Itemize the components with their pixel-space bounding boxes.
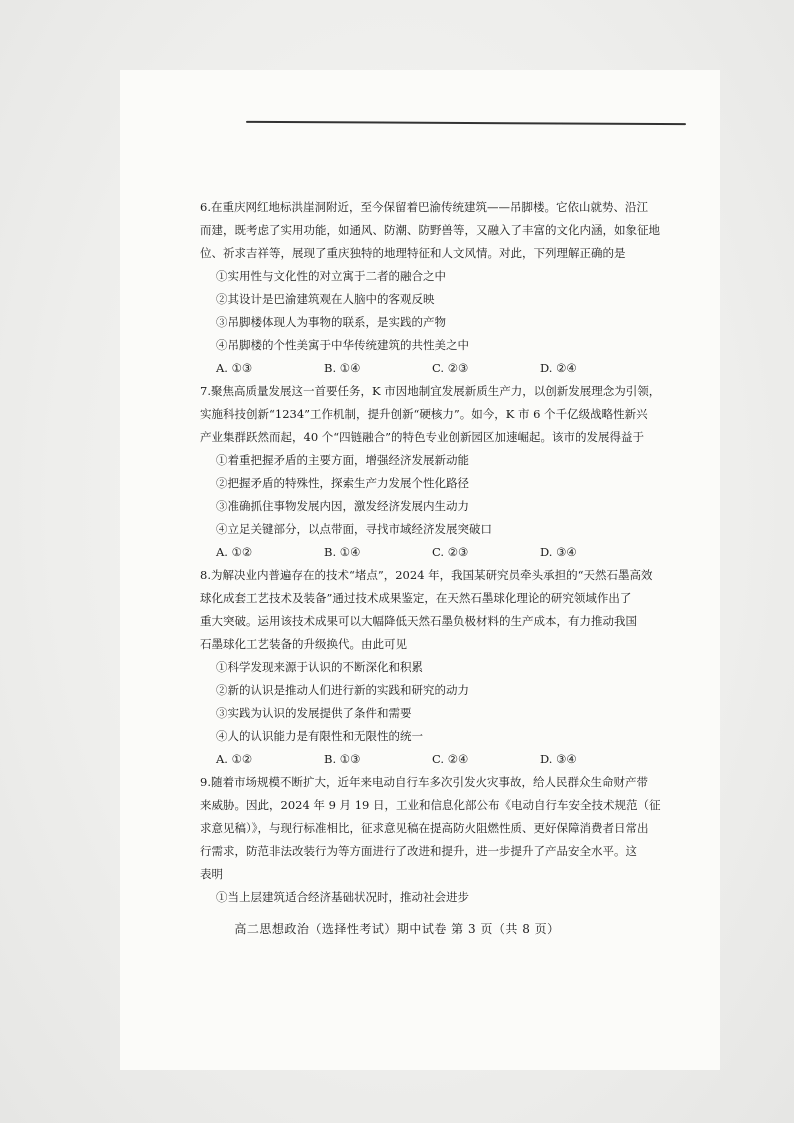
- choice-a: A. ①②: [216, 752, 253, 766]
- choice-b: B. ①④: [324, 361, 361, 375]
- question-6: [200, 196, 670, 380]
- answer-choices: [200, 541, 670, 564]
- statement: ④吊脚楼的个性美寓于中华传统建筑的共性美之中: [216, 338, 469, 352]
- statement: ①科学发现来源于认识的不断深化和积累: [216, 660, 423, 674]
- stem-line: 聚焦高质量发展这一首要任务，K 市因地制宜发展新质生产力，以创新发展理念为引领，: [210, 384, 661, 398]
- statement: ③吊脚楼体现人为事物的联系，是实践的产物: [216, 315, 446, 329]
- stem-line: 实施科技创新“1234”工作机制，提升创新“硬核力”。如今，K 市 6 个千亿级战略性新兴: [200, 407, 648, 421]
- question-number: 8.: [200, 568, 211, 582]
- question-list: [200, 196, 670, 909]
- statement: ④人的认识能力是有限性和无限性的统一: [216, 729, 423, 743]
- stem-line: 产业集群跃然而起，40 个“四链融合”的特色专业创新园区加速崛起。该市的发展得益于: [200, 430, 645, 444]
- stem-line: 石墨球化工艺装备的升级换代。由此可见: [200, 637, 407, 651]
- stem-line: 球化成套工艺技术及装备”通过技术成果鉴定，在天然石墨球化理论的研究领域作出了: [200, 591, 632, 605]
- stem-line: 为解决业内普遍存在的技术“堵点”，2024 年，我国某研究员牵头承担的“天然石墨高效: [210, 568, 653, 582]
- stem-line: 行需求，防范非法改装行为等方面进行了改进和提升，进一步提升了产品安全水平。这: [200, 844, 637, 858]
- stem-line: 位、祈求吉祥等，展现了重庆独特的地理特征和人文风情。对此，下列理解正确的是: [200, 246, 626, 260]
- stem-line: 重大突破。运用该技术成果可以大幅降低天然石墨负极材料的生产成本，有力推动我国: [200, 614, 637, 628]
- stem-line: 求意见稿）》，与现行标准相比，征求意见稿在提高防火阻燃性质、更好保障消费者日常出: [200, 821, 649, 835]
- statement: ①着重把握矛盾的主要方面，增强经济发展新动能: [216, 453, 469, 467]
- question-number: 7.: [200, 384, 211, 398]
- statement: ③准确抓住事物发展内因，激发经济发展内生动力: [216, 499, 469, 513]
- stem-line: 表明: [200, 867, 223, 881]
- choice-c: C. ②③: [432, 545, 469, 559]
- choice-b: B. ①④: [324, 545, 361, 559]
- statement: ②把握矛盾的特殊性，探索生产力发展个性化路径: [216, 476, 469, 490]
- choice-a: A. ①③: [216, 361, 253, 375]
- question-9: [200, 771, 670, 909]
- stem-line: 在重庆网红地标洪崖洞附近，至今保留着巴渝传统建筑——吊脚楼。它依山就势、沿江: [210, 200, 648, 214]
- statement: ①当上层建筑适合经济基础状况时，推动社会进步: [216, 890, 469, 904]
- question-7: [200, 380, 670, 564]
- choice-a: A. ①②: [216, 545, 253, 559]
- question-number: 9.: [200, 775, 211, 789]
- choice-c: C. ②③: [432, 361, 469, 375]
- statement: ①实用性与文化性的对立寓于二者的融合之中: [216, 269, 446, 283]
- answer-choices: [200, 357, 670, 380]
- stem-line: 而建，既考虑了实用功能，如通风、防潮、防野兽等，又融入了丰富的文化内涵，如象征地: [200, 223, 660, 237]
- page-footer: 高二思想政治（选择性考试）期中试卷 第 3 页（共 8 页）: [234, 922, 560, 936]
- choice-d: D. ③④: [540, 752, 577, 766]
- stem-line: 随着市场规模不断扩大，近年来电动自行车多次引发火灾事故，给人民群众生命财产带: [210, 775, 648, 789]
- choice-d: D. ③④: [540, 545, 577, 559]
- choice-b: B. ①③: [324, 752, 361, 766]
- stem-line: 来威胁。因此，2024 年 9 月 19 日，工业和信息化部公布《电动自行车安全技术规范（征: [200, 798, 661, 812]
- statement: ②新的认识是推动人们进行新的实践和研究的动力: [216, 683, 469, 697]
- statement: ③实践为认识的发展提供了条件和需要: [216, 706, 412, 720]
- statement: ②其设计是巴渝建筑观在人脑中的客观反映: [216, 292, 435, 306]
- choice-d: D. ②④: [540, 361, 577, 375]
- statement: ④立足关键部分，以点带面，寻找市域经济发展突破口: [216, 522, 492, 536]
- question-number: 6.: [200, 200, 211, 214]
- choice-c: C. ②④: [432, 752, 469, 766]
- question-8: [200, 564, 670, 771]
- answer-choices: [200, 748, 670, 771]
